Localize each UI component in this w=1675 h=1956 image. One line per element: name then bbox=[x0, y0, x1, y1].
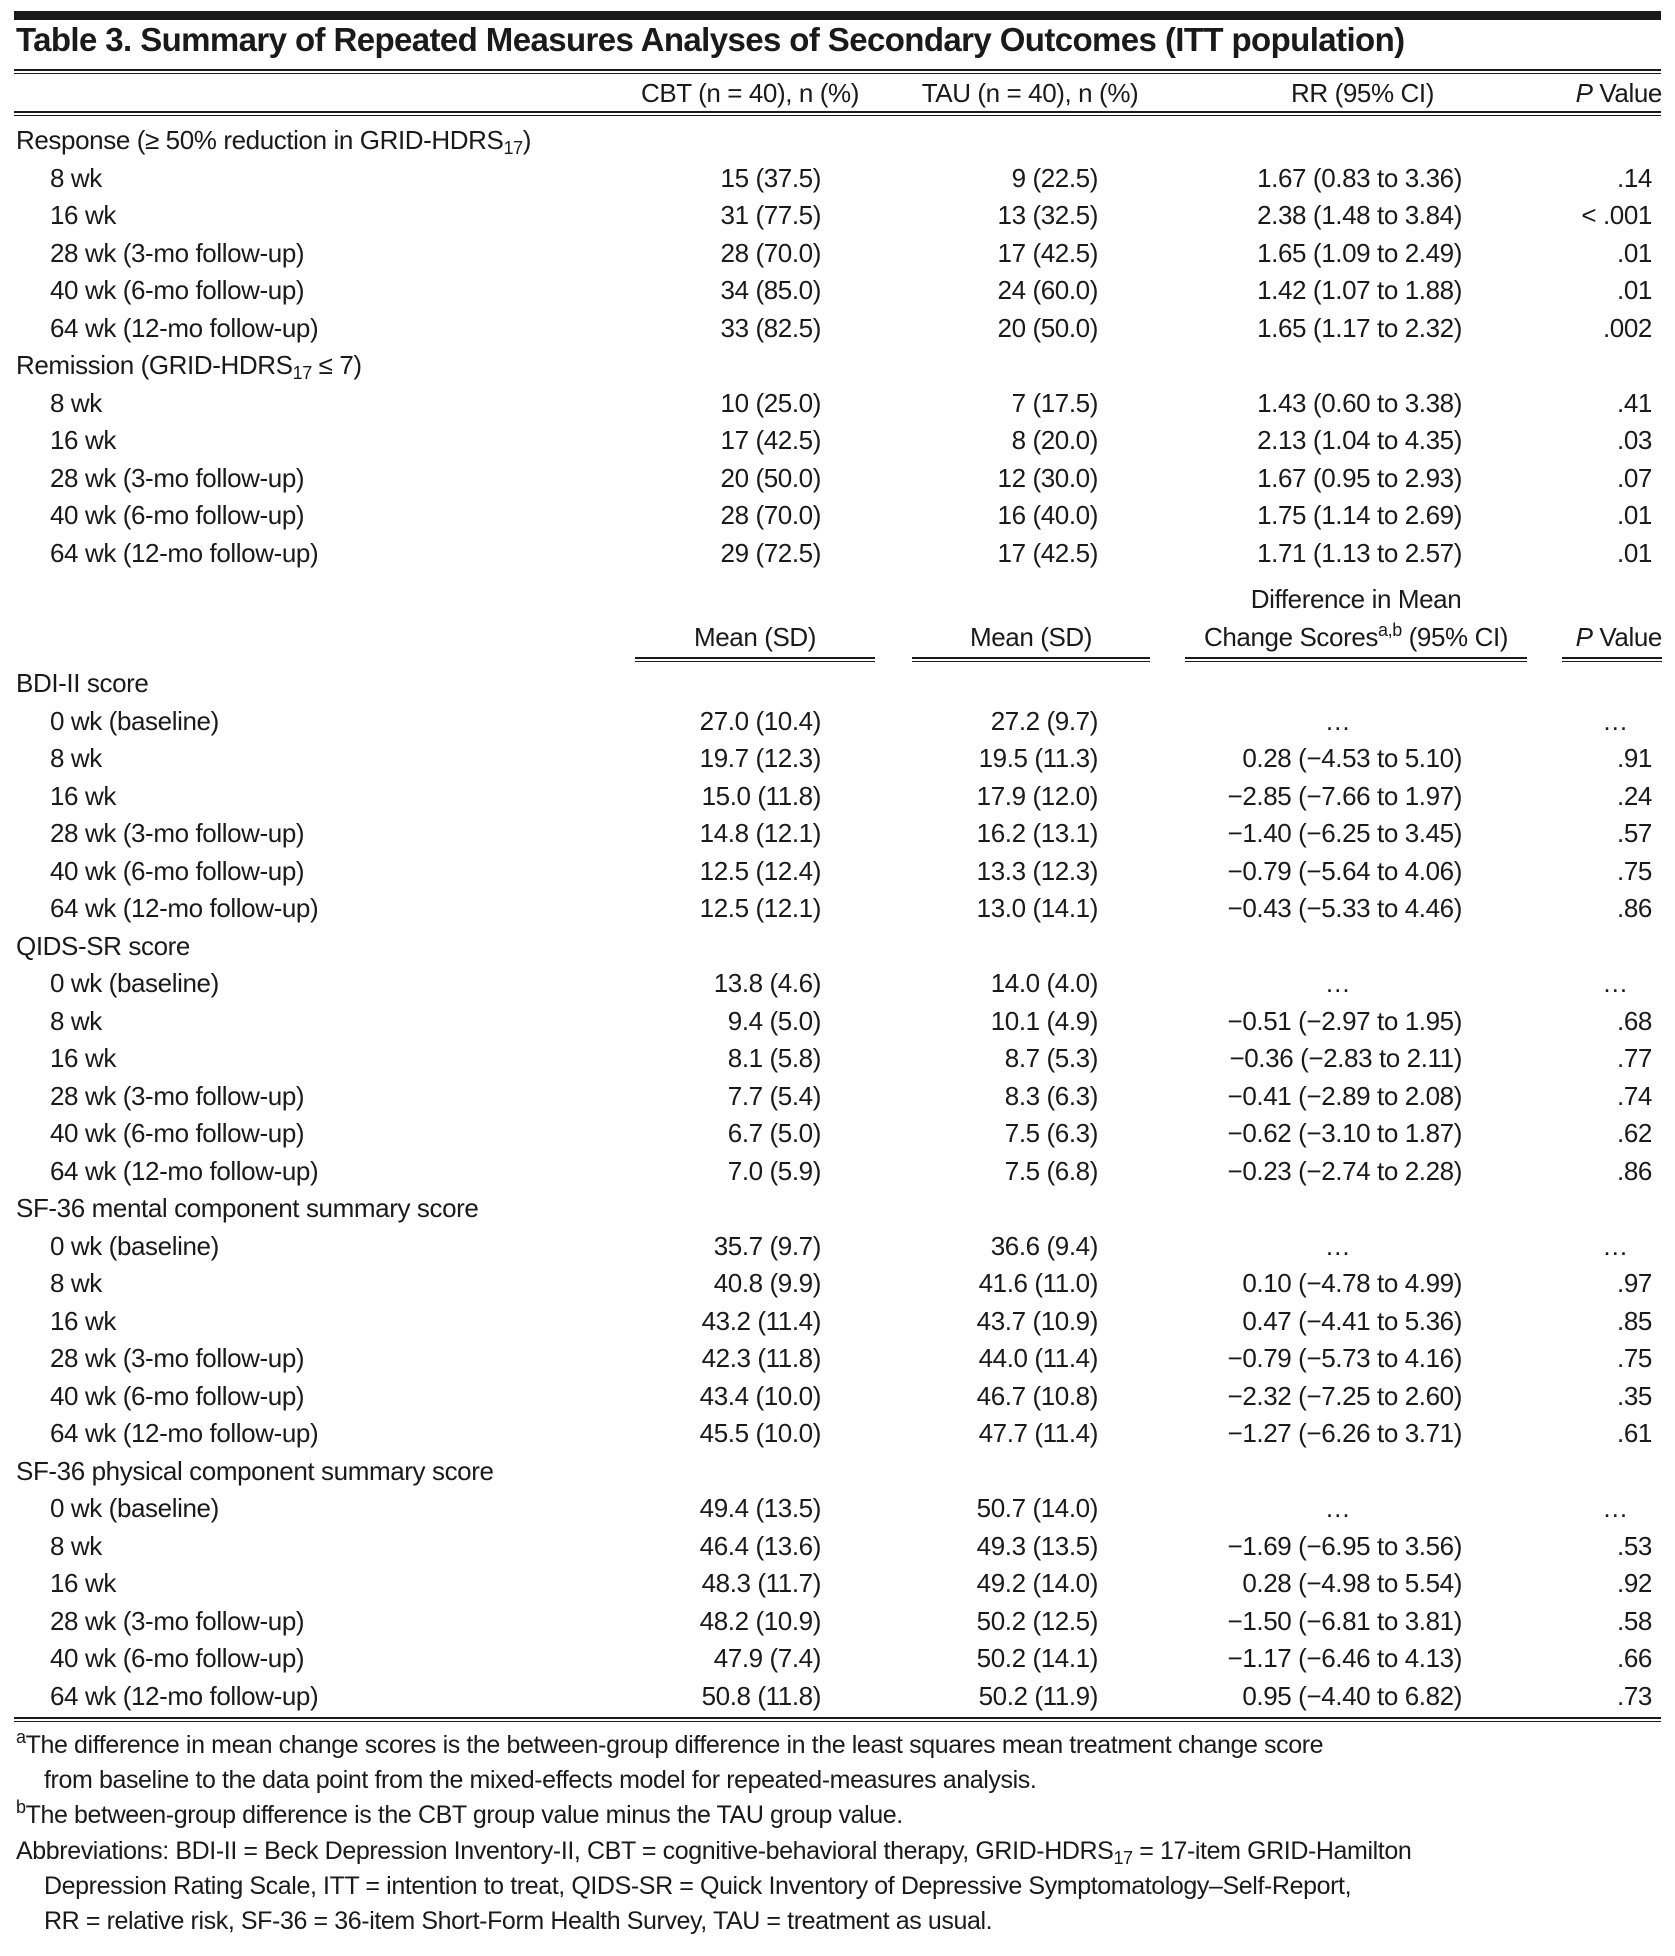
cbt-value: 42.3 (11.8) bbox=[701, 1343, 821, 1373]
header-row-2a bbox=[0, 581, 1675, 618]
effect-estimate: 1.65 (1.09 to 2.49) bbox=[1257, 237, 1462, 268]
tau-value: 10.1 (4.9) bbox=[990, 1005, 1098, 1036]
tau-value: 36.6 (9.4) bbox=[990, 1230, 1098, 1261]
tau-value: 14.0 (4.0) bbox=[990, 968, 1098, 998]
p-value: .74 bbox=[1617, 1080, 1652, 1111]
cbt-value: 35.7 (9.7) bbox=[713, 1230, 821, 1261]
effect-estimate: 0.28 (−4.98 to 5.54) bbox=[1242, 1568, 1462, 1598]
underline-cbt bbox=[635, 657, 875, 662]
p-rest: Value bbox=[1592, 78, 1662, 108]
table-row bbox=[0, 197, 1675, 234]
p-value: .77 bbox=[1617, 1043, 1652, 1073]
tau-value: 47.7 (11.4) bbox=[978, 1418, 1098, 1448]
table-row bbox=[0, 890, 1675, 927]
effect-estimate: −0.62 (−3.10 to 1.87) bbox=[1227, 1118, 1462, 1148]
p-value: .75 bbox=[1617, 1343, 1652, 1373]
tau-value: 13.3 (12.3) bbox=[976, 855, 1098, 886]
table-row bbox=[0, 235, 1675, 272]
footnote-a-line2: from baseline to the data point from the mixed-effects model for repeated-measures analysis. bbox=[44, 1766, 1037, 1794]
p-value: .002 bbox=[1602, 312, 1652, 343]
cbt-value: 15.0 (11.8) bbox=[701, 780, 821, 811]
section-label-text: Response (≥ 50% reduction in GRID-HDRS bbox=[16, 125, 504, 155]
row-timepoint: 40 wk (6-mo follow-up) bbox=[50, 500, 305, 530]
effect-estimate: 0.10 (−4.78 to 4.99) bbox=[1242, 1268, 1462, 1298]
cbt-value: 47.9 (7.4) bbox=[713, 1643, 821, 1673]
table-row bbox=[0, 1490, 1675, 1527]
p-value: … bbox=[1602, 968, 1628, 998]
title-rule bbox=[14, 69, 1661, 74]
p-value: .53 bbox=[1617, 1530, 1652, 1561]
tau-value: 12 (30.0) bbox=[997, 462, 1098, 493]
effect-estimate: −0.36 (−2.83 to 2.11) bbox=[1229, 1043, 1462, 1073]
p-value: .35 bbox=[1617, 1380, 1652, 1411]
header-rr: RR (95% CI) bbox=[1291, 78, 1434, 108]
p-italic: P bbox=[1575, 622, 1593, 652]
header-diff-line1: Difference in Mean bbox=[1250, 584, 1462, 614]
row-timepoint: 16 wk bbox=[50, 425, 116, 455]
tau-value: 17 (42.5) bbox=[997, 237, 1098, 268]
effect-estimate: … bbox=[1324, 968, 1351, 998]
effect-estimate: 2.13 (1.04 to 4.35) bbox=[1257, 425, 1462, 455]
table-row bbox=[0, 160, 1675, 197]
underline-p bbox=[1562, 657, 1662, 662]
table-row bbox=[0, 1528, 1675, 1565]
p-value: .58 bbox=[1617, 1605, 1652, 1636]
p-value: .01 bbox=[1617, 275, 1652, 305]
row-timepoint: 64 wk (12-mo follow-up) bbox=[50, 537, 319, 568]
p-value: … bbox=[1602, 1230, 1628, 1261]
table-row bbox=[0, 740, 1675, 777]
table-row bbox=[0, 815, 1675, 852]
tau-value: 16.2 (13.1) bbox=[976, 818, 1098, 848]
effect-estimate: 1.43 (0.60 to 3.38) bbox=[1257, 387, 1462, 418]
section-label bbox=[16, 1190, 478, 1227]
cbt-value: 40.8 (9.9) bbox=[713, 1268, 821, 1298]
effect-estimate: −2.32 (−7.25 to 2.60) bbox=[1227, 1380, 1462, 1411]
table-row bbox=[0, 422, 1675, 459]
table-row bbox=[0, 385, 1675, 422]
table-row bbox=[0, 497, 1675, 534]
section-label-subscript: 17 bbox=[292, 363, 312, 383]
cbt-value: 28 (70.0) bbox=[720, 237, 821, 268]
effect-estimate: −1.50 (−6.81 to 3.81) bbox=[1227, 1605, 1462, 1636]
footnote-mark-a: a bbox=[16, 1727, 26, 1747]
table-row bbox=[0, 1603, 1675, 1640]
row-timepoint: 64 wk (12-mo follow-up) bbox=[50, 312, 319, 343]
section-header-row bbox=[0, 928, 1675, 965]
footnote-abbreviations bbox=[16, 1834, 1666, 1939]
p-value: .24 bbox=[1617, 780, 1652, 811]
table-row bbox=[0, 1265, 1675, 1302]
table-row bbox=[0, 1078, 1675, 1115]
section-label-suffix: ) bbox=[522, 125, 531, 155]
table-row bbox=[0, 965, 1675, 1002]
tau-value: 9 (22.5) bbox=[1011, 162, 1098, 193]
header-tau: TAU (n = 40), n (%) bbox=[921, 78, 1139, 108]
footnote-b-text: The between-group difference is the CBT group value minus the TAU group value. bbox=[25, 1801, 903, 1829]
effect-estimate: −0.23 (−2.74 to 2.28) bbox=[1227, 1155, 1462, 1186]
row-timepoint: 16 wk bbox=[50, 200, 116, 230]
section-header-row bbox=[0, 122, 1675, 159]
footnote-a-line1: The difference in mean change scores is the between-group difference in the least squares mean treatment change score bbox=[25, 1731, 1324, 1759]
tau-value: 27.2 (9.7) bbox=[990, 705, 1098, 736]
effect-estimate: −1.69 (−6.95 to 3.56) bbox=[1227, 1530, 1462, 1561]
row-timepoint: 28 wk (3-mo follow-up) bbox=[50, 1343, 305, 1373]
cbt-value: 33 (82.5) bbox=[720, 312, 821, 343]
effect-estimate: 0.95 (−4.40 to 6.82) bbox=[1242, 1680, 1462, 1711]
effect-estimate: −0.79 (−5.64 to 4.06) bbox=[1227, 855, 1462, 886]
section-header-row bbox=[0, 1190, 1675, 1227]
tau-value: 17.9 (12.0) bbox=[976, 780, 1098, 811]
table-row bbox=[0, 703, 1675, 740]
cbt-value: 28 (70.0) bbox=[720, 500, 821, 530]
cbt-value: 7.0 (5.9) bbox=[727, 1155, 821, 1186]
cbt-value: 20 (50.0) bbox=[720, 462, 821, 493]
header-cbt: CBT (n = 40), n (%) bbox=[640, 78, 860, 108]
cbt-value: 43.4 (10.0) bbox=[699, 1380, 821, 1411]
effect-estimate: −0.79 (−5.73 to 4.16) bbox=[1227, 1343, 1462, 1373]
cbt-value: 7.7 (5.4) bbox=[727, 1080, 821, 1111]
header-p-value bbox=[1540, 75, 1662, 112]
cbt-value: 15 (37.5) bbox=[720, 162, 821, 193]
tau-value: 49.2 (14.0) bbox=[976, 1568, 1098, 1598]
row-timepoint: 28 wk (3-mo follow-up) bbox=[50, 1080, 305, 1111]
footnote-mark-b: b bbox=[16, 1797, 26, 1817]
section-header-row bbox=[0, 665, 1675, 702]
row-timepoint: 8 wk bbox=[50, 387, 102, 418]
p-value: … bbox=[1602, 1493, 1628, 1523]
section-label-text: BDI-II score bbox=[16, 668, 149, 698]
cbt-value: 19.7 (12.3) bbox=[699, 743, 821, 773]
abbr-line1-post: = 17-item GRID-Hamilton bbox=[1132, 1837, 1412, 1865]
cbt-value: 48.3 (11.7) bbox=[701, 1568, 821, 1598]
row-timepoint: 28 wk (3-mo follow-up) bbox=[50, 1605, 305, 1636]
cbt-value: 45.5 (10.0) bbox=[699, 1418, 821, 1448]
abbr-sub: 17 bbox=[1113, 1848, 1133, 1868]
underline-tau bbox=[912, 657, 1150, 662]
header2-p-value bbox=[1540, 619, 1662, 656]
tau-value: 44.0 (11.4) bbox=[978, 1343, 1098, 1373]
p-value: .66 bbox=[1617, 1643, 1652, 1673]
tau-value: 13.0 (14.1) bbox=[976, 893, 1098, 923]
section-header-row bbox=[0, 347, 1675, 384]
table-row bbox=[0, 1153, 1675, 1190]
effect-estimate: −1.17 (−6.46 to 4.13) bbox=[1227, 1643, 1462, 1673]
section-label-suffix: ≤ 7) bbox=[311, 350, 362, 380]
row-timepoint: 0 wk (baseline) bbox=[50, 705, 219, 736]
p-value: .01 bbox=[1617, 537, 1652, 568]
header-mean-cbt: Mean (SD) bbox=[693, 622, 817, 652]
table-row bbox=[0, 1228, 1675, 1265]
row-timepoint: 8 wk bbox=[50, 743, 102, 773]
cbt-value: 17 (42.5) bbox=[720, 425, 821, 455]
row-timepoint: 0 wk (baseline) bbox=[50, 1493, 219, 1523]
tau-value: 17 (42.5) bbox=[997, 537, 1098, 568]
effect-estimate: 1.75 (1.14 to 2.69) bbox=[1257, 500, 1462, 530]
table-row bbox=[0, 460, 1675, 497]
effect-estimate: −1.27 (−6.26 to 3.71) bbox=[1227, 1418, 1462, 1448]
p-rest: Value bbox=[1592, 622, 1662, 652]
effect-estimate: … bbox=[1324, 1230, 1351, 1261]
row-timepoint: 0 wk (baseline) bbox=[50, 1230, 219, 1261]
section-label-text: SF-36 mental component summary score bbox=[16, 1193, 479, 1223]
diff-footnote-mark: a,b bbox=[1378, 620, 1402, 640]
p-value: .62 bbox=[1617, 1118, 1652, 1148]
row-timepoint: 40 wk (6-mo follow-up) bbox=[50, 1643, 305, 1673]
row-timepoint: 64 wk (12-mo follow-up) bbox=[50, 1155, 319, 1186]
tau-value: 46.7 (10.8) bbox=[976, 1380, 1098, 1411]
diff-ci: (95% CI) bbox=[1401, 622, 1509, 652]
effect-estimate: 0.47 (−4.41 to 5.36) bbox=[1242, 1305, 1462, 1336]
p-value: .57 bbox=[1617, 818, 1652, 848]
table-row bbox=[0, 778, 1675, 815]
cbt-value: 13.8 (4.6) bbox=[713, 968, 821, 998]
section-label bbox=[16, 665, 148, 702]
table-title: Table 3. Summary of Repeated Measures Analyses of Secondary Outcomes (ITT population) bbox=[16, 21, 1405, 58]
p-value: .61 bbox=[1617, 1418, 1652, 1448]
tau-value: 13 (32.5) bbox=[997, 200, 1098, 230]
section-label-text: SF-36 physical component summary score bbox=[16, 1455, 494, 1486]
row-timepoint: 16 wk bbox=[50, 1568, 116, 1598]
p-value: .01 bbox=[1617, 500, 1652, 530]
row-timepoint: 8 wk bbox=[50, 1530, 102, 1561]
row-timepoint: 64 wk (12-mo follow-up) bbox=[50, 1680, 319, 1711]
tau-value: 43.7 (10.9) bbox=[976, 1305, 1098, 1336]
p-value: .68 bbox=[1617, 1005, 1652, 1036]
table-row bbox=[0, 1640, 1675, 1677]
row-timepoint: 40 wk (6-mo follow-up) bbox=[50, 275, 305, 305]
p-value: .07 bbox=[1617, 462, 1652, 493]
section-label bbox=[16, 122, 531, 159]
p-italic: P bbox=[1575, 78, 1593, 108]
tau-value: 50.2 (14.1) bbox=[976, 1643, 1098, 1673]
effect-estimate: 1.71 (1.13 to 2.57) bbox=[1257, 537, 1462, 568]
table-row bbox=[0, 1678, 1675, 1715]
p-value: .91 bbox=[1617, 743, 1652, 773]
table-row bbox=[0, 1415, 1675, 1452]
cbt-value: 12.5 (12.4) bbox=[699, 855, 821, 886]
effect-estimate: 0.28 (−4.53 to 5.10) bbox=[1242, 743, 1462, 773]
p-value: .75 bbox=[1617, 855, 1652, 886]
effect-estimate: −0.51 (−2.97 to 1.95) bbox=[1227, 1005, 1462, 1036]
tau-value: 50.2 (11.9) bbox=[978, 1680, 1098, 1711]
cbt-value: 50.8 (11.8) bbox=[701, 1680, 821, 1711]
tau-value: 50.7 (14.0) bbox=[976, 1493, 1098, 1523]
p-value: .86 bbox=[1617, 893, 1652, 923]
effect-estimate: 1.67 (0.83 to 3.36) bbox=[1257, 162, 1462, 193]
row-timepoint: 8 wk bbox=[50, 162, 102, 193]
header-diff-line2 bbox=[1185, 619, 1527, 656]
table-row bbox=[0, 1340, 1675, 1377]
footnote-b bbox=[16, 1798, 1666, 1833]
effect-estimate: … bbox=[1324, 1493, 1351, 1523]
row-timepoint: 40 wk (6-mo follow-up) bbox=[50, 855, 305, 886]
header-row-2b bbox=[0, 619, 1675, 656]
table-row bbox=[0, 1303, 1675, 1340]
table-row bbox=[0, 1003, 1675, 1040]
effect-estimate: −0.41 (−2.89 to 2.08) bbox=[1227, 1080, 1462, 1111]
effect-estimate: 2.38 (1.48 to 3.84) bbox=[1257, 200, 1462, 230]
cbt-value: 6.7 (5.0) bbox=[727, 1118, 821, 1148]
row-timepoint: 28 wk (3-mo follow-up) bbox=[50, 462, 305, 493]
cbt-value: 49.4 (13.5) bbox=[699, 1493, 821, 1523]
effect-estimate: 1.65 (1.17 to 2.32) bbox=[1257, 312, 1462, 343]
row-timepoint: 64 wk (12-mo follow-up) bbox=[50, 893, 319, 923]
cbt-value: 48.2 (10.9) bbox=[699, 1605, 821, 1636]
effect-estimate: −1.40 (−6.25 to 3.45) bbox=[1227, 818, 1462, 848]
footnote-a bbox=[16, 1728, 1666, 1798]
effect-estimate: −0.43 (−5.33 to 4.46) bbox=[1227, 893, 1462, 923]
table-row bbox=[0, 1565, 1675, 1602]
row-timepoint: 64 wk (12-mo follow-up) bbox=[50, 1418, 319, 1448]
tau-value: 8.7 (5.3) bbox=[1004, 1043, 1098, 1073]
p-value: .86 bbox=[1617, 1155, 1652, 1186]
underline-diff bbox=[1185, 657, 1527, 662]
header-rule bbox=[14, 111, 1661, 116]
table-row bbox=[0, 1378, 1675, 1415]
p-value: .14 bbox=[1617, 162, 1652, 193]
section-label-text: QIDS-SR score bbox=[16, 930, 190, 961]
p-value: .03 bbox=[1617, 425, 1652, 455]
cbt-value: 12.5 (12.1) bbox=[699, 893, 821, 923]
row-timepoint: 40 wk (6-mo follow-up) bbox=[50, 1380, 305, 1411]
row-timepoint: 8 wk bbox=[50, 1005, 102, 1036]
tau-value: 7 (17.5) bbox=[1011, 387, 1098, 418]
top-rule bbox=[14, 11, 1661, 20]
p-value: .97 bbox=[1617, 1268, 1652, 1298]
tau-value: 7.5 (6.3) bbox=[1004, 1118, 1098, 1148]
row-timepoint: 28 wk (3-mo follow-up) bbox=[50, 237, 305, 268]
tau-value: 16 (40.0) bbox=[997, 500, 1098, 530]
cbt-value: 10 (25.0) bbox=[720, 387, 821, 418]
row-timepoint: 16 wk bbox=[50, 780, 116, 811]
row-timepoint: 16 wk bbox=[50, 1305, 116, 1336]
header-row-1 bbox=[0, 75, 1675, 112]
cbt-value: 29 (72.5) bbox=[720, 537, 821, 568]
cbt-value: 31 (77.5) bbox=[720, 200, 821, 230]
abbr-line2: Depression Rating Scale, ITT = intention to treat, QIDS-SR = Quick Inventory of Depressive Symptomatology–Self-Report, bbox=[44, 1872, 1352, 1900]
section-label bbox=[16, 1453, 494, 1490]
bottom-rule bbox=[14, 1717, 1661, 1722]
p-value: .92 bbox=[1617, 1568, 1652, 1598]
cbt-value: 34 (85.0) bbox=[720, 275, 821, 305]
table-row bbox=[0, 535, 1675, 572]
tau-value: 7.5 (6.8) bbox=[1004, 1155, 1098, 1186]
abbr-line1: Abbreviations: BDI-II = Beck Depression Inventory-II, CBT = cognitive-behavioral therapy, GRID-HDRS bbox=[16, 1837, 1114, 1865]
table-row bbox=[0, 272, 1675, 309]
cbt-value: 14.8 (12.1) bbox=[699, 818, 821, 848]
row-timepoint: 40 wk (6-mo follow-up) bbox=[50, 1118, 305, 1148]
tau-value: 41.6 (11.0) bbox=[978, 1268, 1098, 1298]
cbt-value: 8.1 (5.8) bbox=[727, 1043, 821, 1073]
p-value: .41 bbox=[1617, 387, 1652, 418]
cbt-value: 9.4 (5.0) bbox=[727, 1005, 821, 1036]
cbt-value: 46.4 (13.6) bbox=[699, 1530, 821, 1561]
effect-estimate: … bbox=[1324, 705, 1351, 736]
p-value: < .001 bbox=[1581, 200, 1652, 230]
table-row bbox=[0, 1115, 1675, 1152]
tau-value: 19.5 (11.3) bbox=[978, 743, 1098, 773]
tau-value: 49.3 (13.5) bbox=[976, 1530, 1098, 1561]
section-label-text: Remission (GRID-HDRS bbox=[16, 350, 293, 380]
row-timepoint: 0 wk (baseline) bbox=[50, 968, 219, 998]
cbt-value: 43.2 (11.4) bbox=[701, 1305, 821, 1336]
diff-label: Change Scores bbox=[1203, 622, 1378, 652]
section-label-subscript: 17 bbox=[503, 138, 523, 158]
tau-value: 24 (60.0) bbox=[997, 275, 1098, 305]
section-label bbox=[16, 347, 362, 384]
header-mean-tau: Mean (SD) bbox=[969, 622, 1093, 652]
tau-value: 20 (50.0) bbox=[997, 312, 1098, 343]
effect-estimate: −2.85 (−7.66 to 1.97) bbox=[1227, 780, 1462, 811]
effect-estimate: 1.67 (0.95 to 2.93) bbox=[1257, 462, 1462, 493]
p-value: .01 bbox=[1617, 237, 1652, 268]
p-value: .73 bbox=[1617, 1680, 1652, 1711]
tau-value: 8.3 (6.3) bbox=[1004, 1080, 1098, 1111]
tau-value: 8 (20.0) bbox=[1011, 425, 1098, 455]
row-timepoint: 16 wk bbox=[50, 1043, 116, 1073]
row-timepoint: 28 wk (3-mo follow-up) bbox=[50, 818, 305, 848]
p-value: … bbox=[1602, 705, 1628, 736]
table-row bbox=[0, 1040, 1675, 1077]
cbt-value: 27.0 (10.4) bbox=[699, 705, 821, 736]
p-value: .85 bbox=[1617, 1305, 1652, 1336]
row-timepoint: 8 wk bbox=[50, 1268, 102, 1298]
section-label bbox=[16, 928, 190, 965]
table-row bbox=[0, 310, 1675, 347]
section-header-row bbox=[0, 1453, 1675, 1490]
effect-estimate: 1.42 (1.07 to 1.88) bbox=[1257, 275, 1462, 305]
tau-value: 50.2 (12.5) bbox=[976, 1605, 1098, 1636]
abbr-line3: RR = relative risk, SF-36 = 36-item Short-Form Health Survey, TAU = treatment as usual. bbox=[44, 1907, 993, 1935]
table-row bbox=[0, 853, 1675, 890]
